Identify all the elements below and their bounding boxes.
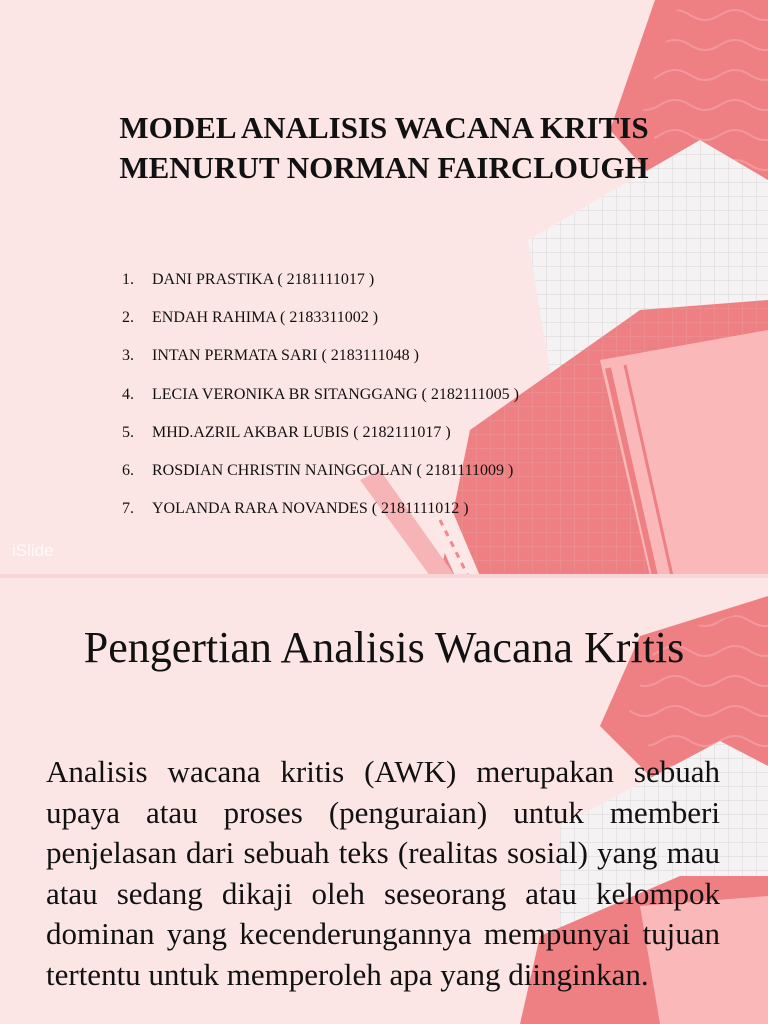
list-number: 6.: [122, 461, 134, 479]
member-name: MHD.AZRIL AKBAR LUBIS ( 2182111017 ): [152, 423, 451, 441]
list-number: 7.: [122, 500, 134, 518]
member-name: INTAN PERMATA SARI ( 2183111048 ): [152, 347, 419, 365]
list-number: 1.: [122, 271, 134, 288]
slide-divider: [0, 574, 768, 578]
list-item: [122, 308, 519, 346]
title-line-2: MENURUT NORMAN FAIRCLOUGH: [119, 150, 649, 185]
list-item: [122, 461, 519, 499]
list-number: 2.: [122, 309, 134, 327]
list-number: 3.: [122, 347, 134, 365]
title-line-1: MODEL ANALISIS WACANA KRITIS: [119, 110, 649, 145]
member-list: [122, 270, 519, 537]
list-item: [122, 346, 519, 384]
slide-definition: [0, 576, 768, 1024]
member-name: YOLANDA RARA NOVANDES ( 2181111012 ): [152, 500, 469, 518]
member-name: ROSDIAN CHRISTIN NAINGGOLAN ( 2181111009 ): [152, 461, 514, 479]
list-item: [122, 270, 519, 308]
member-name: LECIA VERONIKA BR SITANGGANG ( 2182111005 ): [152, 385, 520, 403]
body-paragraph: Analisis wacana kritis (AWK) merupakan sebuah upaya atau proses (penguraian) untuk memberi penjelasan dari sebuah teks (realitas sosial) yang mau atau sedang dikaji oleh seseorang atau kelompok dominan yang kecenderungannya mempunyai tujuan tertentu untuk memperoleh apa yang diinginkan.: [46, 754, 720, 992]
list-item: [122, 423, 519, 461]
list-item: [122, 385, 519, 423]
section-title: Pengertian Analisis Wacana Kritis: [83, 623, 685, 672]
list-number: 5.: [122, 423, 134, 441]
member-name: DANI PRASTIKA ( 2181111017 ): [152, 271, 375, 288]
member-name: ENDAH RAHIMA ( 2183311002 ): [152, 309, 379, 327]
page-title: [0, 108, 768, 188]
list-item: [122, 499, 519, 537]
watermark: iSlide: [12, 541, 54, 560]
list-number: 4.: [122, 385, 134, 403]
